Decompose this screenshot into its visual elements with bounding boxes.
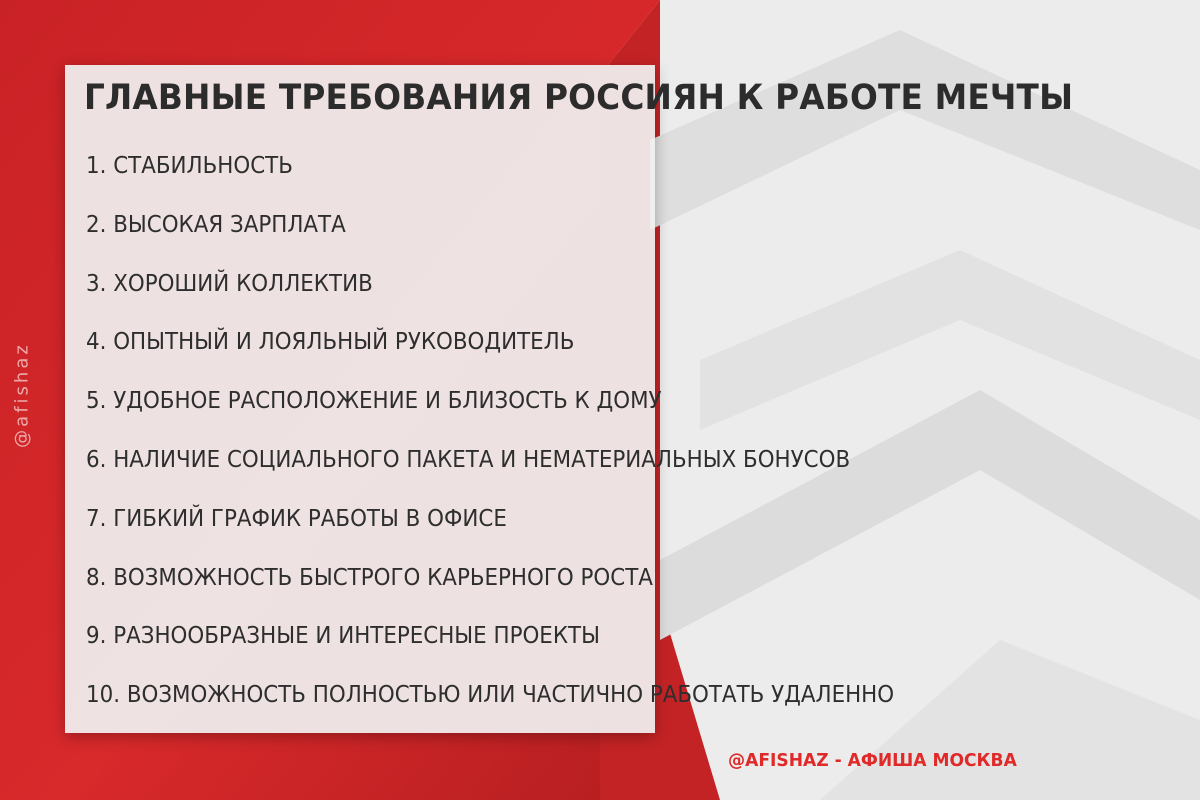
list-item-text: 3. ХОРОШИЙ КОЛЛЕКТИВ [86, 270, 373, 297]
list-item-text: 10. ВОЗМОЖНОСТЬ ПОЛНОСТЬЮ ИЛИ ЧАСТИЧНО РАБОТАТЬ УДАЛЕННО [86, 682, 895, 709]
page-title: ГЛАВНЫЕ ТРЕБОВАНИЯ РОССИЯН К РАБОТЕ МЕЧТЫ [84, 78, 1074, 118]
list-item [86, 146, 955, 205]
list-item-text: 5. УДОБНОЕ РАСПОЛОЖЕНИЕ И БЛИЗОСТЬ К ДОМУ [86, 388, 662, 415]
list-item [86, 675, 955, 734]
footer-credit: @AFISHAZ - АФИША МОСКВА [728, 750, 1017, 771]
list-item-text: 2. ВЫСОКАЯ ЗАРПЛАТА [86, 211, 346, 238]
list-item [86, 440, 955, 499]
watermark-text: @afishaz [11, 342, 33, 448]
list-item [86, 264, 955, 323]
list-item [86, 616, 955, 675]
list-item-text: 9. РАЗНООБРАЗНЫЕ И ИНТЕРЕСНЫЕ ПРОЕКТЫ [86, 623, 600, 650]
list-item-text: 7. ГИБКИЙ ГРАФИК РАБОТЫ В ОФИСЕ [86, 505, 507, 532]
list-item [86, 499, 955, 558]
list-item [86, 205, 955, 264]
list-item [86, 381, 955, 440]
list-item-text: 4. ОПЫТНЫЙ И ЛОЯЛЬНЫЙ РУКОВОДИТЕЛЬ [86, 329, 575, 356]
list-item [86, 558, 955, 617]
list-item-text: 8. ВОЗМОЖНОСТЬ БЫСТРОГО КАРЬЕРНОГО РОСТА [86, 564, 653, 591]
list-item-text: 1. СТАБИЛЬНОСТЬ [86, 153, 293, 179]
list-item-text: 6. НАЛИЧИЕ СОЦИАЛЬНОГО ПАКЕТА И НЕМАТЕРИАЛЬНЫХ БОНУСОВ [86, 446, 851, 473]
requirements-list [86, 146, 955, 734]
list-item [86, 322, 955, 381]
